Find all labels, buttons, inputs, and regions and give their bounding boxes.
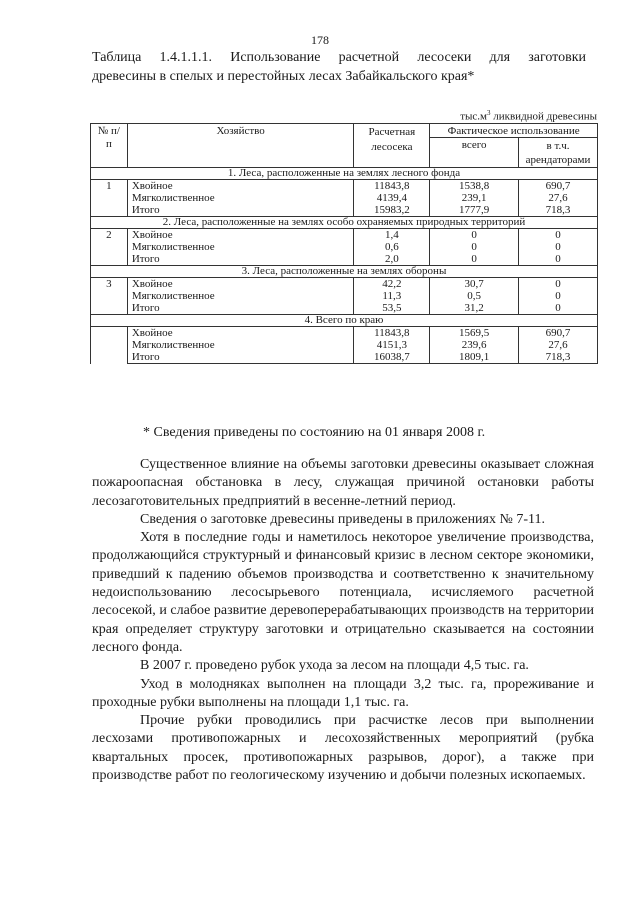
total-use-cell: 1538,8 bbox=[430, 180, 519, 193]
table-caption-line-2: древесины в спелых и перестойных лесах Забайкальского края* bbox=[92, 69, 475, 84]
table-row bbox=[91, 278, 598, 291]
total-use-cell: 0 bbox=[430, 253, 519, 266]
table-row bbox=[91, 192, 598, 204]
total-use-cell: 1809,1 bbox=[430, 351, 519, 364]
farm-name-cell: Хвойное bbox=[127, 278, 354, 291]
farm-name-cell: Мягколиственное bbox=[127, 192, 354, 204]
allowable-cut-cell: 11843,8 bbox=[354, 180, 430, 193]
farm-name-cell: Итого bbox=[127, 351, 354, 364]
section-row bbox=[91, 168, 598, 180]
total-use-cell: 239,1 bbox=[430, 192, 519, 204]
body-text bbox=[92, 456, 594, 785]
paragraph: Существенное влияние на объемы заготовки древесины оказывает сложная пожароопасная обстановка в лесу, служащая причиной остановки работы лесозаготовительных предприятий в весенне-летний период. bbox=[92, 457, 594, 509]
leaseholders-cell: 27,6 bbox=[519, 339, 598, 351]
allowable-cut-cell: 11,3 bbox=[354, 290, 430, 302]
leaseholders-cell: 0 bbox=[519, 302, 598, 315]
farm-name-cell: Мягколиственное bbox=[127, 241, 354, 253]
leaseholders-cell: 27,6 bbox=[519, 192, 598, 204]
allowable-cut-cell: 11843,8 bbox=[354, 327, 430, 340]
paragraph: Уход в молодняках выполнен на площади 3,2 тыс. га, прореживание и проходные рубки выполнены на площади 1,1 тыс. га. bbox=[92, 676, 594, 710]
total-use-cell: 31,2 bbox=[430, 302, 519, 315]
farm-name-cell: Итого bbox=[127, 204, 354, 217]
page-number: 178 bbox=[311, 33, 329, 47]
table-header-row bbox=[91, 124, 598, 138]
leaseholders-cell: 0 bbox=[519, 290, 598, 302]
allowable-cut-cell: 2,0 bbox=[354, 253, 430, 266]
row-number: 3 bbox=[91, 278, 128, 315]
allowable-cut-cell: 4139,4 bbox=[354, 192, 430, 204]
leaseholders-cell: 690,7 bbox=[519, 180, 598, 193]
total-use-cell: 0,5 bbox=[430, 290, 519, 302]
leaseholders-cell: 0 bbox=[519, 278, 598, 291]
header-total: всего bbox=[430, 138, 519, 168]
paragraph: Прочие рубки проводились при расчистке лесов при выполнении лесхозами противопожарных и лесохозяйственных мероприятий (рубка квартальных просек, противопожарных разрывов, дорог), а также при производстве работ по геологическому изучению и добычи полезных ископаемых. bbox=[92, 713, 594, 784]
header-actual-use: Фактическое использование bbox=[430, 124, 598, 138]
leaseholders-cell: 0 bbox=[519, 253, 598, 266]
header-farm: Хозяйство bbox=[127, 124, 354, 168]
allowable-cut-cell: 16038,7 bbox=[354, 351, 430, 364]
farm-name-cell: Хвойное bbox=[127, 327, 354, 340]
table-row bbox=[91, 302, 598, 315]
total-use-cell: 239,6 bbox=[430, 339, 519, 351]
leaseholders-cell: 718,3 bbox=[519, 351, 598, 364]
units-rest: ликвидной древесины bbox=[490, 110, 597, 123]
table-row bbox=[91, 241, 598, 253]
section-row bbox=[91, 217, 598, 229]
leaseholders-cell: 0 bbox=[519, 229, 598, 242]
leaseholders-cell: 718,3 bbox=[519, 204, 598, 217]
total-use-cell: 0 bbox=[430, 241, 519, 253]
units-text: тыс.м bbox=[460, 110, 488, 123]
logging-usage-table bbox=[90, 123, 598, 364]
section-row bbox=[91, 315, 598, 327]
table-row bbox=[91, 253, 598, 266]
paragraph: Хотя в последние годы и наметилось некоторое увеличение производства, продолжающийся структурный и финансовый кризис в лесном секторе экономики, приведший к падению объемов производства и соответственно к значительному недоиспользованию лесосырьевого потенциала, исчисляемого расчетной лесосекой, и слабое развитие деревоперерабатывающих производств на территории края определяет структуру заготовки и отрицательно сказывается на состоянии лесного фонда. bbox=[92, 530, 594, 655]
header-number: № п/п bbox=[91, 124, 128, 168]
table-caption-line-1: Таблица 1.4.1.1.1. Использование расчетной лесосеки для заготовки bbox=[92, 50, 586, 65]
section-title: 1. Леса, расположенные на землях лесного фонда bbox=[91, 168, 598, 180]
total-use-cell: 1777,9 bbox=[430, 204, 519, 217]
allowable-cut-cell: 0,6 bbox=[354, 241, 430, 253]
section-title: 4. Всего по краю bbox=[91, 315, 598, 327]
units-superscript: 3 bbox=[487, 109, 491, 117]
header-allowable-cut: Расчетная лесосека bbox=[354, 124, 430, 168]
table-row bbox=[91, 204, 598, 217]
farm-name-cell: Хвойное bbox=[127, 180, 354, 193]
farm-name-cell: Мягколиственное bbox=[127, 290, 354, 302]
allowable-cut-cell: 4151,3 bbox=[354, 339, 430, 351]
table-caption bbox=[92, 48, 586, 86]
leaseholders-cell: 690,7 bbox=[519, 327, 598, 340]
table-row bbox=[91, 290, 598, 302]
section-title: 3. Леса, расположенные на землях обороны bbox=[91, 266, 598, 278]
farm-name-cell: Итого bbox=[127, 253, 354, 266]
farm-name-cell: Итого bbox=[127, 302, 354, 315]
farm-name-cell: Мягколиственное bbox=[127, 339, 354, 351]
table-row bbox=[91, 339, 598, 351]
table-row bbox=[91, 351, 598, 364]
row-number bbox=[91, 327, 128, 364]
section-row bbox=[91, 266, 598, 278]
allowable-cut-cell: 53,5 bbox=[354, 302, 430, 315]
total-use-cell: 0 bbox=[430, 229, 519, 242]
leaseholders-cell: 0 bbox=[519, 241, 598, 253]
table-row bbox=[91, 180, 598, 193]
table-row bbox=[91, 327, 598, 340]
farm-name-cell: Хвойное bbox=[127, 229, 354, 242]
allowable-cut-cell: 42,2 bbox=[354, 278, 430, 291]
row-number: 2 bbox=[91, 229, 128, 266]
allowable-cut-cell: 15983,2 bbox=[354, 204, 430, 217]
section-title: 2. Леса, расположенные на землях особо охраняемых природных территорий bbox=[91, 217, 598, 229]
total-use-cell: 1569,5 bbox=[430, 327, 519, 340]
header-leaseholders: в т.ч. арендаторами bbox=[519, 138, 598, 168]
table-row bbox=[91, 229, 598, 242]
units-note bbox=[400, 109, 597, 123]
row-number: 1 bbox=[91, 180, 128, 217]
allowable-cut-cell: 1,4 bbox=[354, 229, 430, 242]
footnote: * Сведения приведены по состоянию на 01 января 2008 г. bbox=[143, 425, 486, 440]
total-use-cell: 30,7 bbox=[430, 278, 519, 291]
paragraph: В 2007 г. проведено рубок ухода за лесом на площади 4,5 тыс. га. bbox=[140, 658, 529, 674]
paragraph: Сведения о заготовке древесины приведены в приложениях № 7-11. bbox=[140, 511, 545, 527]
